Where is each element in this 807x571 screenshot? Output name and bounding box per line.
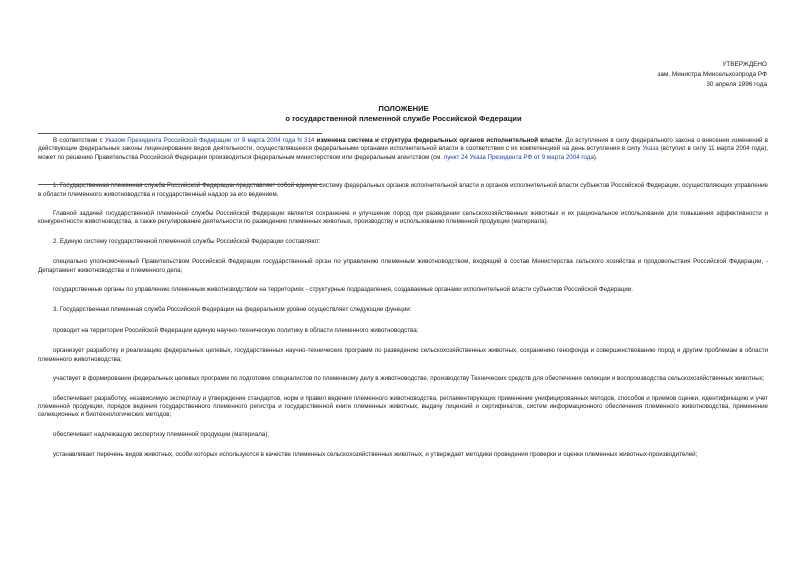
- document-title-sub: о государственной племенной службе Российской Федерации: [285, 114, 522, 123]
- editorial-note: [38, 137, 768, 162]
- paragraph-department: специально уполномоченный Правительством Российской Федерации государственный орган по управлению племенным животноводством, входящий в состав Министерства сельского хозяйства и продовольствия Российской Федерации, - Департамент животноводства и племенного дела;: [38, 258, 768, 274]
- document-body: [38, 137, 768, 460]
- approval-date: 30 апреля 1996 года: [706, 81, 767, 88]
- paragraph-standards: обеспечивает разработку, независимую экспертизу и утверждение стандартов, норм и правил ведения племенного животноводства, регламентирующих применение унифицированных методов, способов и приемов оценки, идентификацию и учет племенной продукции, порядок ведения государственного племенного регистра и государственной книги племенных животных, выдачу лицензий и сертификатов, систем информационного обеспечения племенного животноводства, применение селекционных и биотехнологических методов;: [38, 394, 768, 419]
- paragraph-expertise: обеспечивает надлежащую экспертизу племенной продукции (материала);: [53, 430, 270, 438]
- document-title: [0, 104, 807, 124]
- note-text-3: . До вступления в силу федерального закона о внесении изменений в действующие федеральные законы лицензирование видов деятельности, осуществлявшееся федеральными органами исполнительной власти в соответствии с их компетенцией на день вступления в силу: [38, 137, 768, 153]
- decree-314-link[interactable]: Указом Президента Российской Федерации от 9 марта 2004 года N 314: [104, 137, 315, 144]
- note-text-5: ).: [593, 153, 598, 161]
- document-title-main: ПОЛОЖЕНИЕ: [378, 104, 429, 113]
- paragraph-programs: организует разработку и реализацию федеральных целевых, государственных научно-технических программ по разведению сельскохозяйственных животных, сохранению генофонда и совершенствованию пород и другим проблемам в области племенного животноводства;: [38, 347, 768, 363]
- note-text-1: В соответствии с: [53, 137, 105, 144]
- decree-clause-24-link[interactable]: пункт 24 Указа Президента РФ от 9 марта 2004 года: [443, 153, 594, 161]
- paragraph-3: 3. Государственная племенная служба Российской Федерации на федеральном уровне осуществляет следующие функции:: [53, 306, 412, 314]
- note-bold-statement: изменена система и структура федеральных органов исполнительной власти: [316, 137, 562, 144]
- approval-title: УТВЕРЖДЕНО: [722, 61, 767, 68]
- paragraph-main-task: Главной задачей государственной племенной службы Российской Федерации является сохранение и улучшение пород при разведении сельскохозяйственных животных и их рациональное использование для повышения эффективности и конкурентности животноводства, а также регулирование деятельности по разведению племенных животных, производству и использованию племенной продукции (материала).: [38, 210, 768, 226]
- note-top-divider: [38, 133, 322, 134]
- paragraph-training: участвует в формировании федеральных целевых программ по подготовке специалистов по племенному делу в животноводстве, производству Технических средств для обеспечения селекции и воспроизводства сельскохозяйственных животных;: [53, 375, 765, 383]
- decree-link[interactable]: Указа: [642, 145, 659, 153]
- paragraph-territorial-bodies: государственные органы по управлению племенным животноводством на территориях - структурные подразделения, создаваемые органами исполнительной власти субъектов Российской Федерации.: [53, 286, 634, 294]
- approval-official: зам. Министра Минсельхозпрода РФ: [657, 71, 767, 78]
- approval-stamp: [657, 60, 767, 90]
- paragraph-species-list: устанавливает перечень видов животных, особи которых используются в качестве племенных сельскохозяйственных животных, и утверждает методики проведения проверки и оценки племенных животных-производителей;: [53, 451, 698, 459]
- note-text-4: (вступил в силу 11 марта 2004 года), может по решению Правительства Российской Федерации производиться федеральным министерством или федеральным агентством (см.: [38, 145, 768, 161]
- paragraph-1: 1. Государственная племенная служба Российской Федерации представляет собой единую систему федеральных органов исполнительной власти и органов исполнительной власти субъектов Российской Федерации, осуществляющих управление в области племенного животноводства и государственный надзор за его ведением.: [38, 182, 768, 198]
- paragraph-policy: проводит на территории Российской Федерации единую научно-техническую политику в области племенного животноводства;: [53, 326, 419, 334]
- note-bottom-divider: [38, 184, 322, 185]
- paragraph-2: 2. Единую систему государственной племенной службы Российской Федерации составляют:: [53, 237, 321, 245]
